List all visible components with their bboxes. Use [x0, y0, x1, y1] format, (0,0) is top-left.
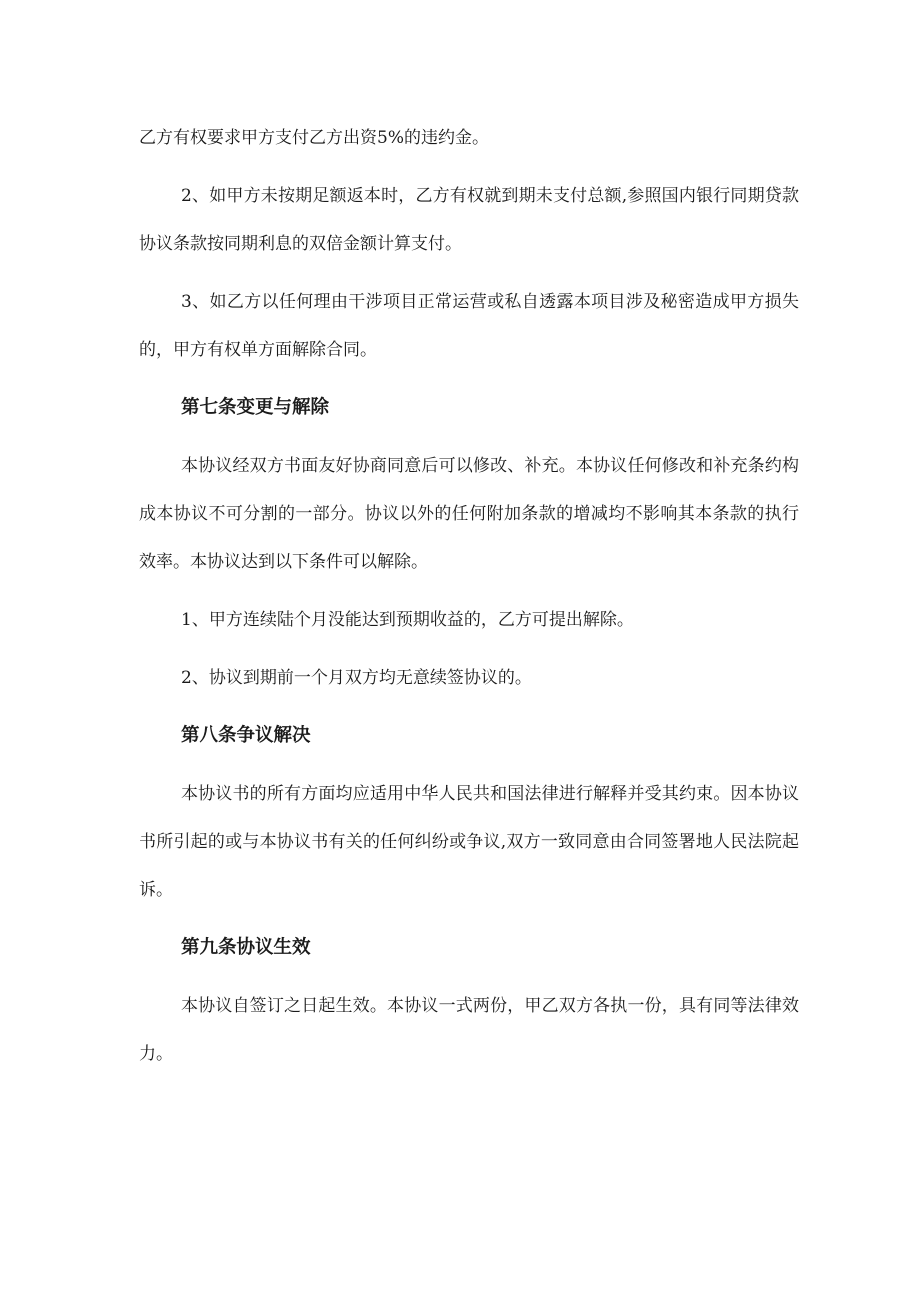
article7-item-2: 2、协议到期前一个月双方均无意续签协议的。 — [181, 668, 532, 688]
article8-heading: 第八条争议解决 — [181, 725, 311, 746]
breach-clause-2: 2、如甲方未按期足额返本时，乙方有权就到期未支付总额,参照国内银行同期贷款协议条款按同期利息的双倍金额计算支付。 — [139, 186, 799, 254]
article8-body: 本协议书的所有方面均应适用中华人民共和国法律进行解释并受其约束。因本协议书所引起的或与本协议书有关的任何纠纷或争议,双方一致同意由合同签署地人民法院起诉。 — [139, 784, 799, 900]
article7-item-1: 1、甲方连续陆个月没能达到预期收益的，乙方可提出解除。 — [181, 610, 634, 630]
article9-body: 本协议自签订之日起生效。本协议一式两份，甲乙双方各执一份，具有同等法律效力。 — [139, 996, 799, 1064]
article7-heading: 第七条变更与解除 — [181, 397, 330, 418]
breach-clause-3: 3、如乙方以任何理由干涉项目正常运营或私自透露本项目涉及秘密造成甲方损失的，甲方有权单方面解除合同。 — [139, 292, 799, 360]
document-body — [139, 114, 799, 1088]
article9-heading: 第九条协议生效 — [181, 937, 311, 958]
intro-continuation-paragraph: 乙方有权要求甲方支付乙方出资5%的违约金。 — [139, 128, 489, 148]
article7-body: 本协议经双方书面友好协商同意后可以修改、补充。本协议任何修改和补充条约构成本协议不可分割的一部分。协议以外的任何附加条款的增减均不影响其本条款的执行效率。本协议达到以下条件可以解除。 — [139, 456, 799, 572]
